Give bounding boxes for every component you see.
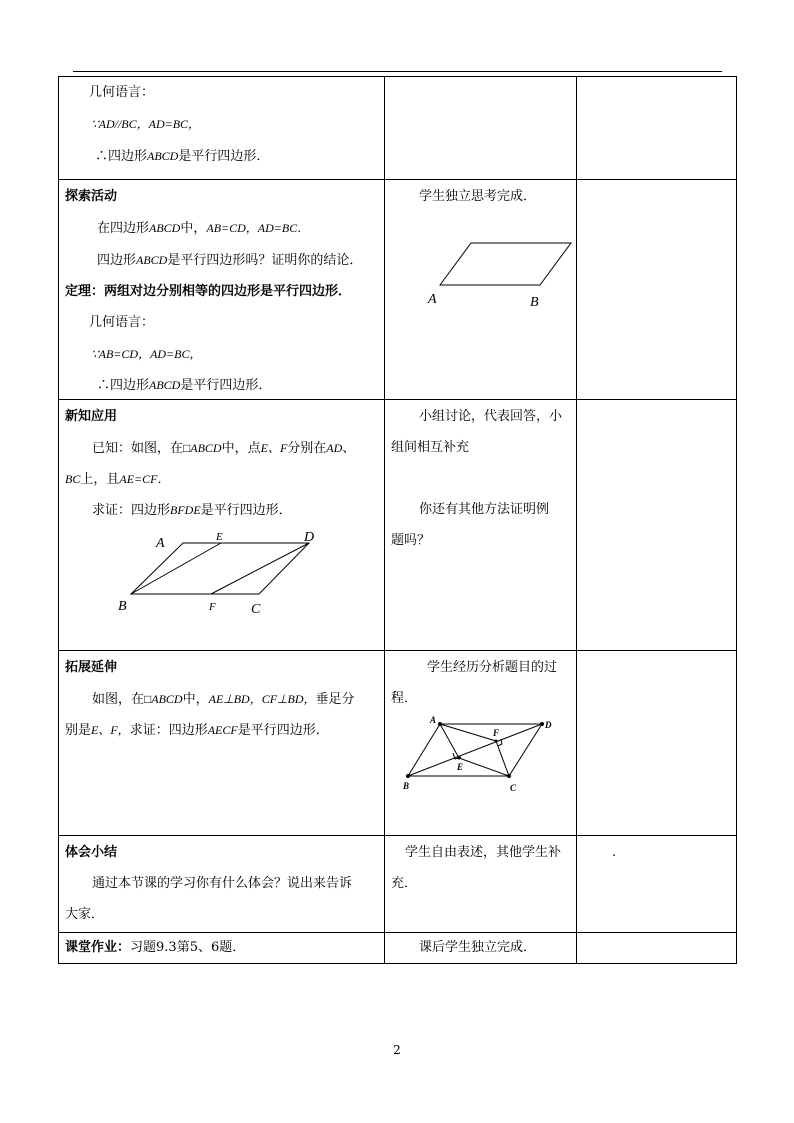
row-application bbox=[59, 400, 737, 651]
row4-line2: 别是E、F，求证：四边形AECF是平行四边形． bbox=[65, 723, 329, 738]
row4-note bbox=[577, 651, 737, 836]
row-summary bbox=[59, 836, 737, 933]
diagonal-bd bbox=[408, 724, 542, 776]
row1-student bbox=[385, 77, 577, 180]
row4-line1: 如图，在□ABCD中，AE⊥BD，CF⊥BD，垂足分 bbox=[92, 692, 355, 707]
header-rule bbox=[73, 71, 722, 72]
vertex-label-a: A bbox=[428, 292, 437, 307]
label-f: F bbox=[209, 601, 216, 613]
point-d bbox=[540, 722, 544, 726]
label-e: E bbox=[216, 531, 223, 543]
row5-student bbox=[385, 836, 577, 933]
row5-student-line1: 学生自由表述，其他学生补 bbox=[405, 845, 562, 860]
row6-text: 课堂作业：习题9.3第5、6题． bbox=[65, 940, 246, 955]
lesson-plan-table bbox=[58, 76, 737, 964]
label-a-2: A bbox=[430, 715, 437, 725]
row1-lang-label: 几何语言： bbox=[89, 85, 155, 100]
label-c-2: C bbox=[510, 783, 517, 793]
parallelogram-aecf-figure bbox=[395, 713, 570, 803]
label-f-2: F bbox=[493, 728, 500, 738]
row3-known-line1: 已知：如图，在□ABCD中，点E、F分别在AD、 bbox=[92, 441, 356, 456]
row2-theorem: 定理：两组对边分别相等的四边形是平行四边形． bbox=[65, 284, 352, 299]
row5-student-line2: 充． bbox=[391, 876, 418, 891]
segment-fd bbox=[211, 543, 309, 594]
row5-title: 体会小结 bbox=[65, 845, 118, 860]
row5-line2: 大家． bbox=[65, 907, 105, 922]
row2-title: 探索活动 bbox=[65, 189, 118, 204]
parallelogram-shape bbox=[440, 243, 571, 285]
row4-content bbox=[59, 651, 385, 836]
row3-note bbox=[577, 400, 737, 651]
row3-student bbox=[385, 400, 577, 651]
row3-student-line1: 小组讨论，代表回答，小 bbox=[419, 409, 563, 424]
point-e bbox=[458, 757, 461, 760]
row1-conclusion: ∴四边形ABCD是平行四边形． bbox=[95, 149, 270, 164]
row6-content bbox=[59, 933, 385, 964]
row2-line2: 四边形ABCD是平行四边形吗？证明你的结论． bbox=[97, 253, 363, 268]
row-explore bbox=[59, 180, 737, 400]
point-c bbox=[507, 774, 511, 778]
row4-title: 拓展延伸 bbox=[65, 660, 118, 675]
row3-student-line3: 你还有其他方法证明例 bbox=[419, 502, 550, 517]
row3-known-line2: BC上，且AE=CF． bbox=[65, 472, 170, 487]
row2-student-text: 学生独立思考完成． bbox=[419, 189, 537, 204]
label-e-2: E bbox=[457, 762, 464, 772]
row6-student-text: 课后学生独立完成． bbox=[419, 940, 537, 955]
row5-note bbox=[577, 836, 737, 933]
row4-student-line2: 程． bbox=[391, 691, 418, 706]
row1-content bbox=[59, 77, 385, 180]
label-b: B bbox=[118, 599, 127, 614]
row3-prove: 求证：四边形BFDE是平行四边形． bbox=[92, 503, 292, 518]
row1-note bbox=[577, 77, 737, 180]
row6-student bbox=[385, 933, 577, 964]
label-b-2: B bbox=[403, 781, 410, 791]
row4-student-line1: 学生经历分析题目的过 bbox=[427, 660, 558, 675]
row5-note-dot: . bbox=[612, 845, 617, 860]
row2-lang-label: 几何语言： bbox=[89, 315, 155, 330]
row1-condition: ∵AD//BC，AD=BC， bbox=[91, 117, 201, 131]
label-d: D bbox=[304, 530, 315, 545]
label-a: A bbox=[156, 536, 165, 551]
row2-note bbox=[577, 180, 737, 400]
row3-content bbox=[59, 400, 385, 651]
page-number: 2 bbox=[393, 1043, 401, 1057]
parallelogram-bfde-figure bbox=[111, 527, 331, 617]
segment-ec bbox=[459, 758, 509, 776]
row2-student bbox=[385, 180, 577, 400]
row5-line1: 通过本节课的学习你有什么体会？说出来告诉 bbox=[92, 876, 353, 891]
row2-condition: ∵AB=CD，AD=BC， bbox=[91, 347, 202, 361]
label-c: C bbox=[251, 602, 261, 617]
segment-cf bbox=[496, 741, 509, 776]
row4-student bbox=[385, 651, 577, 836]
row2-conclusion: ∴四边形ABCD是平行四边形． bbox=[97, 378, 272, 393]
row-geometry-language bbox=[59, 77, 737, 180]
point-f bbox=[495, 740, 498, 743]
label-d-2: D bbox=[545, 720, 552, 730]
row2-line1: 在四边形ABCD中，AB=CD，AD=BC． bbox=[97, 221, 310, 236]
row6-note bbox=[577, 933, 737, 964]
segment-be bbox=[131, 543, 221, 594]
point-a bbox=[438, 722, 442, 726]
row3-title: 新知应用 bbox=[65, 409, 118, 424]
vertex-label-b: B bbox=[530, 295, 539, 310]
row3-student-line4: 题吗？ bbox=[391, 533, 431, 548]
point-b bbox=[406, 774, 410, 778]
row3-student-line2: 组间相互补充 bbox=[391, 440, 470, 455]
row2-content bbox=[59, 180, 385, 400]
row5-content bbox=[59, 836, 385, 933]
row-homework bbox=[59, 933, 737, 964]
row-extension bbox=[59, 651, 737, 836]
